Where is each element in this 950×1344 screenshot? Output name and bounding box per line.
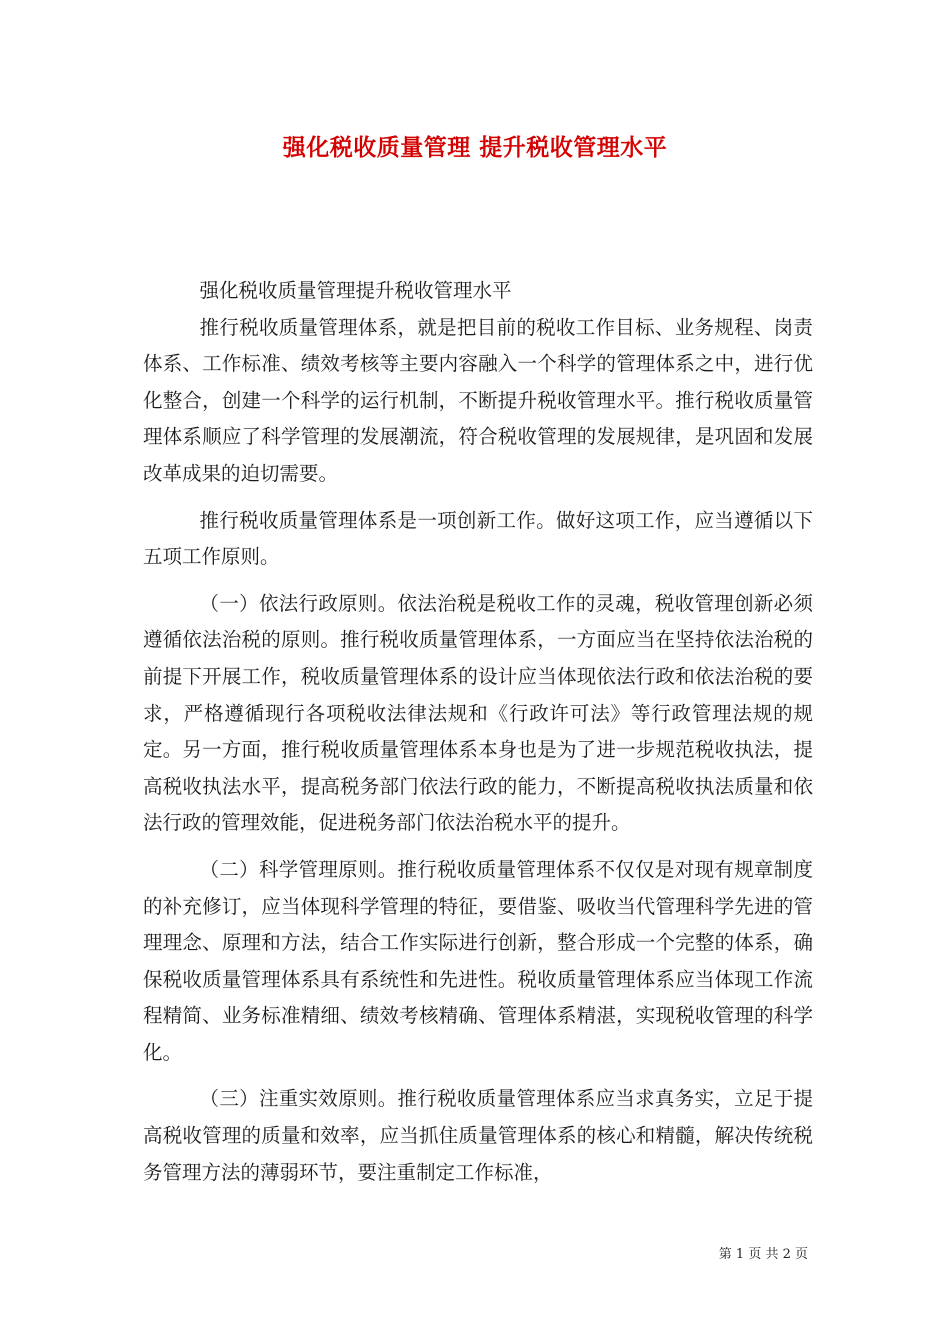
paragraph-principle-1: （一）依法行政原则。依法治税是税收工作的灵魂，税收管理创新必须遵循依法治税的原则。推行税收质量管理体系，一方面应当在坚持依法治税的前提下开展工作，税收质量管理体系的设计应当体现依法行政和依法治税的要求，严格遵循现行各项税收法律法规和《行政许可法》等行政管理法规的规定。另一方面，推行税收质量管理体系本身也是为了进一步规范税收执法，提高税收执法水平，提高税务部门依法行政的能力，不断提高税收执法质量和依法行政的管理效能，促进税务部门依法治税水平的提升。 xyxy=(143,591,813,835)
paragraph-principle-2: （二）科学管理原则。推行税收质量管理体系不仅仅是对现有规章制度的补充修订，应当体现科学管理的特征，要借鉴、吸收当代管理科学先进的管理理念、原理和方法，结合工作实际进行创新，整合形成一个完整的体系，确保税收质量管理体系具有系统性和先进性。税收质量管理体系应当体现工作流程精简、业务标准精细、绩效考核精确、管理体系精湛，实现税收管理的科学化。 xyxy=(143,857,813,1064)
paragraph-intro: 推行税收质量管理体系，就是把目前的税收工作目标、业务规程、岗责体系、工作标准、绩效考核等主要内容融入一个科学的管理体系之中，进行优化整合，创建一个科学的运行机制，不断提升税收管理水平。推行税收质量管理体系顺应了科学管理的发展潮流，符合税收管理的发展规律，是巩固和发展改革成果的迫切需要。 xyxy=(143,315,813,485)
paragraph-subtitle: 强化税收质量管理提升税收管理水平 xyxy=(199,279,512,302)
paragraph-principles-intro: 推行税收质量管理体系是一项创新工作。做好这项工作，应当遵循以下五项工作原则。 xyxy=(143,508,813,569)
document-body xyxy=(143,273,813,1191)
page-number-footer: 第 1 页 共 2 页 xyxy=(718,1247,808,1262)
document-title: 强化税收质量管理 提升税收管理水平 xyxy=(282,134,668,161)
paragraph-principle-3: （三）注重实效原则。推行税收质量管理体系应当求真务实，立足于提高税收管理的质量和效率，应当抓住质量管理体系的核心和精髓，解决传统税务管理方法的薄弱环节，要注重制定工作标准， xyxy=(143,1087,813,1184)
